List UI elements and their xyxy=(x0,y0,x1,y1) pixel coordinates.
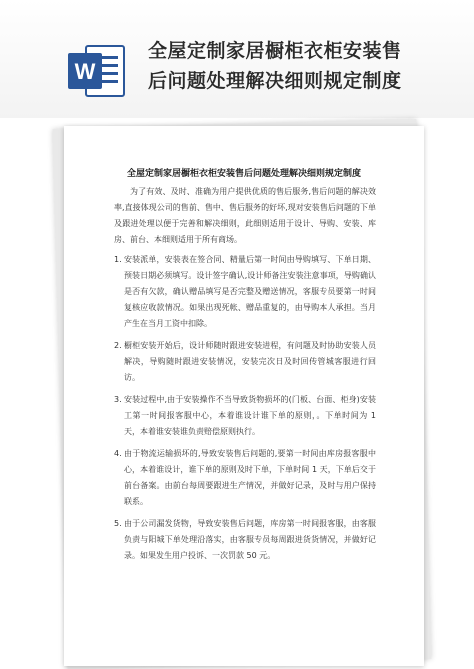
list-item xyxy=(114,446,376,510)
list-item-number: 2. xyxy=(114,341,122,350)
list-item-number: 4. xyxy=(114,449,122,458)
list-item xyxy=(114,392,376,440)
banner-title-line-2: 后问题处理解决细则规定制度 xyxy=(148,70,402,92)
list-item-text: 安装过程中,由于安装操作不当导致货物损坏的(门板、台面、柜身)安装工第一时间报客服中心，本着谁设计谁下单的原则，。下单时间为 1 天，本着谁安装谁负责赔偿原则执行。 xyxy=(124,395,376,436)
title-banner xyxy=(0,0,474,118)
banner-title-line-1: 全屋定制家居橱柜衣柜安装售 xyxy=(148,40,402,62)
document-body xyxy=(114,184,376,570)
document-page xyxy=(64,126,424,666)
list-item xyxy=(114,338,376,386)
list-item-number: 5. xyxy=(114,519,122,528)
list-item-text: 由于物流运输损坏的,导致安装售后问题的,要第一时间由库房报客服中心，本着谁设计，谁下单的原则及时下单，下单时间 1 天，下单后交于前台备案。由前台每周要跟进生产情况，并做好记录，及时与用户保持联系。 xyxy=(124,449,376,506)
list-item-text: 橱柜安装开始后，设计师随时跟进安装进程，有问题及时协助安装人员解决，导购随时跟进安装情况，安装完次日及时回传管城客服进行回访。 xyxy=(124,341,376,382)
word-document-icon xyxy=(66,42,126,100)
list-item-text: 由于公司漏发货物，导致安装售后问题，库房第一时间报客服，由客服负责与阳城下单处理沿落实，由客服专员每周跟进货货情况，并做好记录。如果发生用户投诉、一次罚款 50 元。 xyxy=(124,519,376,560)
list-item xyxy=(114,516,376,564)
word-icon-letter: W xyxy=(74,59,96,84)
banner-title xyxy=(148,36,448,96)
list-item-number: 3. xyxy=(114,395,122,404)
document-heading: 全屋定制家居橱柜衣柜安装售后问题处理解决细则规定制度 xyxy=(126,169,361,179)
list-item xyxy=(114,252,376,332)
list-item-number: 1. xyxy=(114,255,122,264)
list-item-text: 安装派单，安装表在签合同、精量后第一时间由导购填写、下单日期、预装日期必须填写。设计签字确认,设计师备注安装注意事项，导购确认是否有欠款，确认赠品填写是否完整及赠送情况，客服专员要第一时间复核应收款情况。如果出现死帐、赠品重复的，由导购本人承担。当月产生在当月工资中扣除。 xyxy=(124,255,376,328)
intro-paragraph: 为了有效、及时、准确为用户提供优质的售后服务,售后问题的解决效率,直接体现公司的售前、售中、售后服务的好坏,现对安装售后问题的下单及跟进处理以便于完善和解决细则，此细则适用于设计、导购、安装、库房、前台、本细则适用于所有商场。 xyxy=(114,187,376,244)
